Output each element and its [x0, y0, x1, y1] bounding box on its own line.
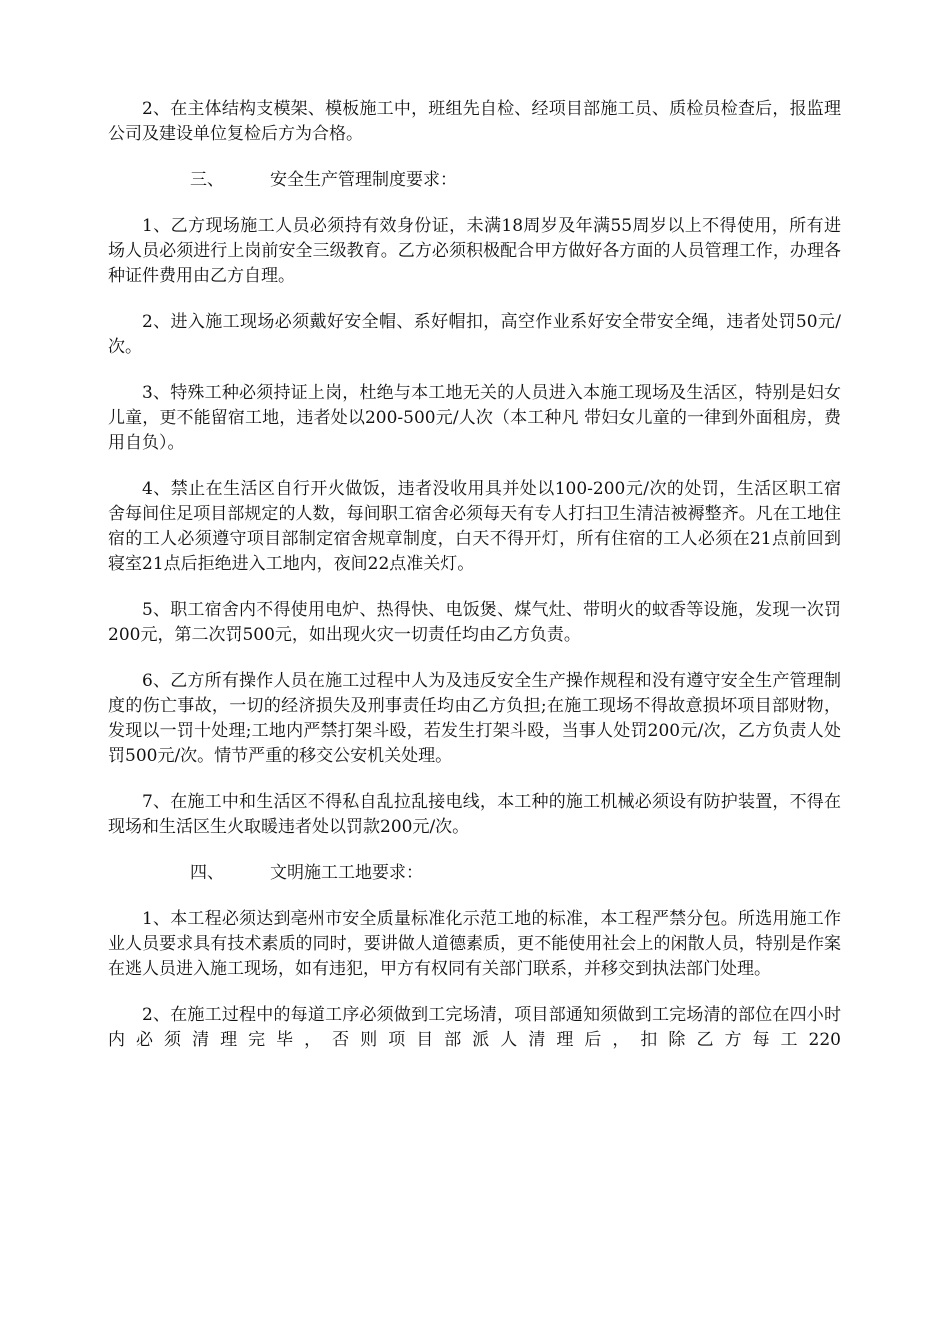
section-heading-3: [108, 168, 841, 193]
section-title: 文明施工工地要求：: [270, 863, 423, 883]
paragraph-9: 7、在施工中和生活区不得私自乱拉乱接电线，本工种的施工机械必须设有防护装置，不得在现场和生活区生火取暖违者处以罚款200元/次。: [108, 792, 841, 837]
document-page: [108, 97, 841, 1053]
paragraph-7: 5、职工宿舍内不得使用电炉、热得快、电饭煲、煤气灶、带明火的蚊香等设施，发现一次罚200元，第二次罚500元，如出现火灾一切责任均由乙方负责。: [108, 600, 841, 645]
paragraph-6: 4、禁止在生活区自行开火做饭，违者没收用具并处以100-200元/次的处罚，生活区职工宿舍每间住足项目部规定的人数，每间职工宿舍必须每天有专人打扫卫生清洁被褥整齐。凡在工地住宿的工人必须遵守项目部制定宿舍规章制度，白天不得开灯，所有住宿的工人必须在21点前回到寝室21点后拒绝进入工地内，夜间22点准关灯。: [108, 479, 841, 574]
section-title: 安全生产管理制度要求：: [270, 170, 457, 190]
paragraph-1: 2、在主体结构支模架、模板施工中，班组先自检、经项目部施工员、质检员检查后，报监理公司及建设单位复检后方为合格。: [108, 99, 841, 144]
paragraph-11: 1、本工程必须达到亳州市安全质量标准化示范工地的标准，本工程严禁分包。所选用施工作业人员要求具有技术素质的同时，要讲做人道德素质，更不能使用社会上的闲散人员，特别是作案在逃人员进入施工现场，如有违犯，甲方有权同有关部门联系，并移交到执法部门处理。: [108, 909, 841, 979]
section-number: 三、: [190, 170, 224, 190]
paragraph-4: 2、进入施工现场必须戴好安全帽、系好帽扣，高空作业系好安全带安全绳，违者处罚50元/次。: [108, 312, 841, 357]
paragraph-5: 3、特殊工种必须持证上岗，杜绝与本工地无关的人员进入本施工现场及生活区，特别是妇女儿童，更不能留宿工地，违者处以200-500元/人次（本工种凡 带妇女儿童的一律到外面租房，费用自负）。: [108, 383, 841, 453]
paragraph-8: 6、乙方所有操作人员在施工过程中人为及违反安全生产操作规程和没有遵守安全生产管理制度的伤亡事故，一切的经济损失及刑事责任均由乙方负担;在施工现场不得故意损坏项目部财物，发现以一罚十处理;工地内严禁打架斗殴，若发生打架斗殴，当事人处罚200元/次，乙方负责人处罚500元/次。情节严重的移交公安机关处理。: [108, 671, 841, 766]
section-number: 四、: [190, 863, 224, 883]
paragraph-12: 2、在施工过程中的每道工序必须做到工完场清，项目部通知须做到工完场清的部位在四小时内必须清理完毕，否则项目部派人清理后，扣除乙方每工220: [108, 1005, 841, 1050]
section-heading-4: [108, 861, 841, 886]
paragraph-3: 1、乙方现场施工人员必须持有效身份证，未满18周岁及年满55周岁以上不得使用，所有进场人员必须进行上岗前安全三级教育。乙方必须积极配合甲方做好各方面的人员管理工作，办理各种证件费用由乙方自理。: [108, 216, 841, 286]
